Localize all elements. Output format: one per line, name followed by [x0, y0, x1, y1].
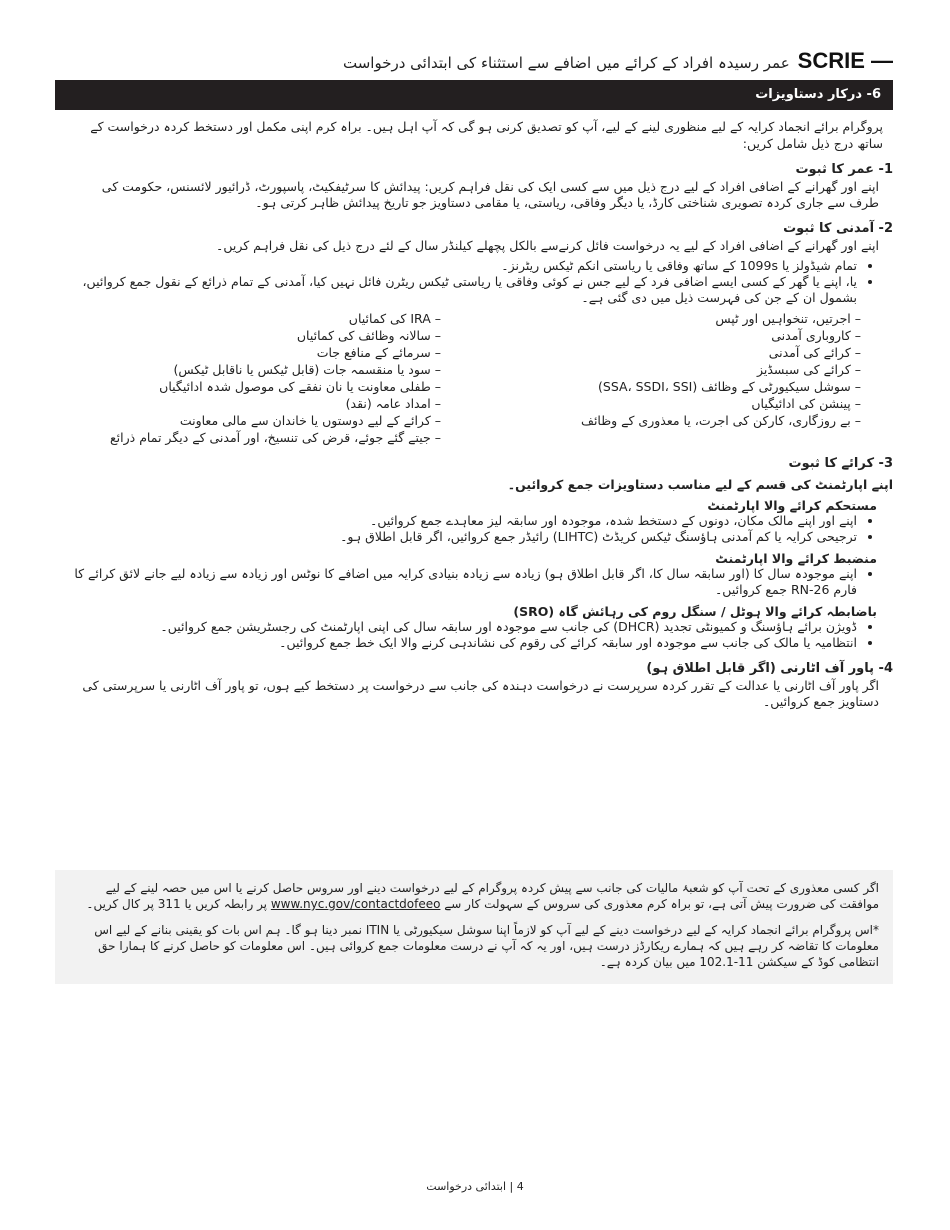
rent-group-title: باضابطہ کرائے والا ہوٹل / سنگل روم کی رہائش گاہ (SRO) — [513, 604, 877, 619]
list-item: – سوشل سیکیورٹی کے وظائف (SSA، SSDI، SSI) — [598, 379, 861, 394]
list-item: – سرمائے کے منافع جات — [316, 345, 441, 360]
list-item: • اپنے اور اپنے مالک مکان، دونوں کے دستخط شدہ، موجودہ اور سابقہ لیز معاہدے جمع کروائیں۔ — [55, 513, 857, 529]
list-item: – کرائے کے لیے دوستوں یا خاندان سے مالی معاونت — [179, 413, 441, 428]
list-item: – بے روزگاری، کارکن کی اجرت، یا معذوری کے وظائف — [581, 413, 861, 428]
income-sources — [55, 310, 861, 446]
income-text: اپنے اور گھرانے کے اضافی افراد کے لیے یہ درخواست فائل کرنےسے بالکل پچھلے کیلنڈر سال کے لئے درج ذیل کی نقل فراہم کریں۔ — [216, 238, 879, 253]
rent-group-title: مستحکم کرائے والا اپارٹمنٹ — [707, 498, 877, 513]
page-title: عمر رسیدہ افراد کے کرائے میں اضافے سے استثناء کی ابتدائی درخواست — [343, 54, 790, 72]
list-item: – امداد عامہ (نقد) — [345, 396, 441, 411]
document-page — [55, 48, 893, 710]
rent-group-list — [55, 619, 873, 651]
list-item: • تمام شیڈولز یا 1099s کے ساتھ وفاقی یا ریاستی انکم ٹیکس ریٹرنز۔ — [55, 258, 857, 274]
list-item: – طفلی معاونت یا نان نفقے کی موصول شدہ ادائیگیاں — [159, 379, 441, 394]
income-sources-col-1 — [481, 310, 861, 446]
rent-group-list — [55, 566, 873, 598]
list-item: – کرائے کی سبسڈیز — [757, 362, 861, 377]
privacy-notice: *اس پروگرام برائے انجماد کرایہ کے لیے درخواست دینے کے لیے آپ کو لازماً اپنا سوشل سیکیورٹی یا ITIN نمبر دینا ہو گا۔ ہم اس بات کو یقینی بنانے کے لیے اس معلومات کا تقاضہ کر رہے ہیں کہ ہمارے ریکارڈز درست ہیں، اور یہ کہ آپ نے درست معلومات جمع کروائی ہیں۔ اس معلومات کو حاصل کرنے کا ہمارا حق انتظامی کوڈ کے سیکشن 11-102.1 میں بیان کردہ ہے۔ — [94, 923, 879, 969]
list-item: – کاروباری آمدنی — [771, 328, 861, 343]
brand-title: SCRIE — — [797, 48, 893, 73]
poa-text: اگر پاور آف اٹارنی یا عدالت کے تقرر کردہ سرپرست نے درخواست دہندہ کی جانب سے درخواست پر دستخط کیے ہوں، تو پاور آف اٹارنی یا سرپرستی کی دستاویز جمع کروائیں۔ — [82, 678, 879, 709]
list-item: • یا، اپنے یا گھر کے کسی ایسے اضافی فرد کے لیے جس نے کوئی وفاقی یا ریاستی ٹیکس ریٹرن فائل نہیں کیا، آمدنی کے تمام ذرائع کے نقول جمع کروائیں، بشمول ان کے جن کی فہرست ذیل میں دی گئی ہے۔ — [55, 274, 857, 306]
footer-notice — [55, 870, 893, 984]
intro-paragraph: پروگرام برائے انجماد کرایہ کے لیے منظوری لینے کے لیے، آپ کو تصدیق کرنی ہو گی کہ آپ اہل ہیں۔ براہ کرم اپنی مکمل اور دستخط کردہ درخواست کے ساتھ درج ذیل شامل کریں: — [90, 119, 883, 151]
list-item: • اپنے موجودہ سال کا (اور سابقہ سال کا، اگر قابل اطلاق ہو) زیادہ سے زیادہ بنیادی کرایہ میں اضافے کا نوٹس اور زیادہ سے زیادہ لیے جانے لائق کرائے کا فارم RN-26 جمع کروائیں۔ — [55, 566, 857, 598]
list-item: – پینشن کی ادائیگیاں — [751, 396, 861, 411]
accessibility-notice — [69, 880, 879, 912]
list-item: • ترجیحی کرایہ یا کم آمدنی ہاؤسنگ ٹیکس کریڈٹ (LIHTC) رائیڈر جمع کروائیں، اگر قابل اطلاق ہو۔ — [55, 529, 857, 545]
notice-text: اگر کسی معذوری کے تحت آپ کو شعبۂ مالیات کی جانب سے پیش کردہ پروگرام کے لیے درخواست دینے اور سروس حاصل کرنے یا اس میں حصہ لینے کے لیے موافقت کی ضرورت پیش آتی ہے، تو براہ کرم معذوری کی سروس کے سہولت کار سے — [105, 881, 879, 911]
section-header-bar: 6- درکار دستاویزات — [55, 80, 893, 110]
list-item: – اجرتیں، تنخواہیں اور ٹپس — [715, 311, 861, 326]
list-item: • انتظامیہ یا مالک کی جانب سے موجودہ اور سابقہ کرائے کی رقوم کی نشاندہی کرنے والا ایک خط جمع کروائیں۔ — [55, 635, 857, 651]
page-number: 4 | ابتدائی درخواست — [426, 1180, 524, 1193]
list-item: – جیتے گئے جوئے، قرض کی تنسیخ، اور آمدنی کے دیگر تمام ذرائع — [110, 430, 441, 445]
poa-heading: 4- پاور آف اٹارنی (اگر قابل اطلاق ہو) — [646, 661, 893, 676]
contact-link[interactable]: www.nyc.gov/contactdofeeo — [270, 897, 441, 911]
list-item: – سود یا منقسمہ جات (قابل ٹیکس یا ناقابل ٹیکس) — [173, 362, 441, 377]
list-item: – کرائے کی آمدنی — [768, 345, 861, 360]
rent-group-title: منضبط کرائے والا اپارٹمنٹ — [715, 551, 877, 566]
rent-subheading: اپنے اپارٹمنٹ کی قسم کے لیے مناسب دستاویزات جمع کروائیں۔ — [507, 477, 893, 492]
age-heading: 1- عمر کا ثبوت — [795, 162, 893, 177]
age-text: اپنے اور گھرانے کے اضافی افراد کے لیے درج ذیل میں سے کسی ایک کی نقل فراہم کریں: پیدائش کا سرٹیفکیٹ، پاسپورٹ، ڈرائیور لائسنس، حکومت کی طرف سے جاری کردہ تصویری شناختی کارڈ، یا دیگر وفاقی، ریاستی، یا مقامی دستاویز جو تاریخ پیدائش ظاہر کرتی ہو۔ — [101, 179, 879, 210]
list-item: – سالانہ وظائف کی کمائیاں — [296, 328, 441, 343]
rent-group-list — [55, 513, 873, 545]
header — [55, 48, 893, 78]
notice-text: پر رابطہ کریں یا 311 پر کال کریں۔ — [86, 897, 268, 911]
income-sources-col-2 — [61, 310, 441, 446]
income-bullets — [55, 258, 873, 306]
rent-heading: 3- کرائے کا ثبوت — [788, 456, 893, 471]
list-item: – IRA کی کمائیاں — [348, 311, 441, 326]
income-heading: 2- آمدنی کا ثبوت — [783, 221, 893, 236]
list-item: • ڈویژن برائے ہاؤسنگ و کمیونٹی تجدید (DHCR) کی جانب سے موجودہ اور سابقہ سال کی اپنی اپارٹمنٹ کی رجسٹریشن جمع کروائیں۔ — [55, 619, 857, 635]
